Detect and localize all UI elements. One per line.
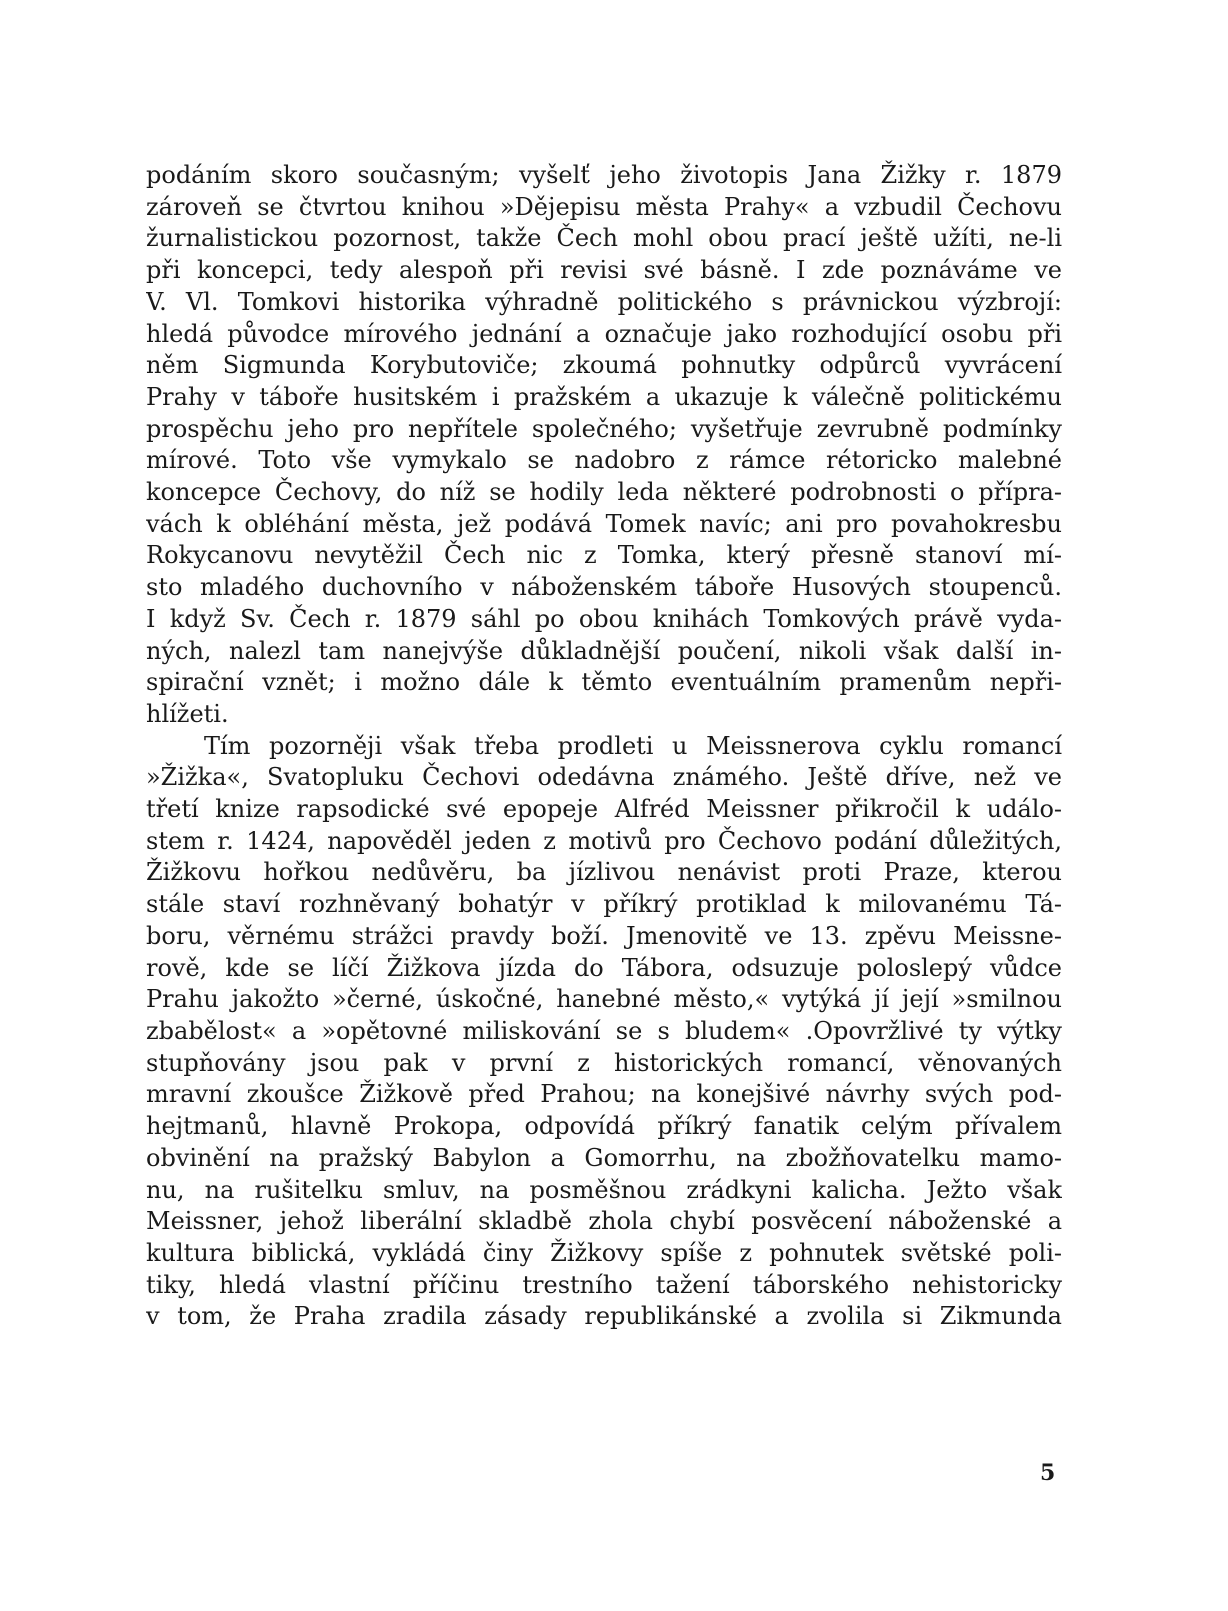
text-line: hlížeti. [146, 699, 229, 728]
text-line: obvinění na pražský Babylon a Gomorrhu, na zbožňovatelku mamo- [146, 1143, 1062, 1172]
text-line: mírové. Toto vše vymykalo se nadobro z rámce rétoricko malebné [146, 446, 1062, 475]
text-line: hledá původce mírového jednání a označuje jako rozhodující osobu při [146, 319, 1062, 348]
text-line: koncepce Čechovy, do níž se hodily leda některé podrobnosti o přípra- [146, 478, 1062, 507]
text-line: I když Sv. Čech r. 1879 sáhl po obou knihách Tomkových právě vyda- [146, 604, 1062, 633]
text-line: při koncepci, tedy alespoň při revisi své básně. I zde poznáváme ve [146, 256, 1062, 285]
text-line: žurnalistickou pozornost, takže Čech mohl obou prací ještě užíti, ne-li [146, 224, 1062, 253]
text-line: rově, kde se líčí Žižkova jízda do Tábora, odsuzuje poloslepý vůdce [146, 953, 1062, 982]
text-line: mravní zkoušce Žižkově před Prahou; na konejšivé návrhy svých pod- [146, 1080, 1062, 1109]
text-line: stupňovány jsou pak v první z historických romancí, věnovaných [146, 1048, 1062, 1077]
text-line: vách k obléhání města, jež podává Tomek navíc; ani pro povahokresbu [146, 509, 1062, 538]
text-line: »Žižka«, Svatopluku Čechovi odedávna známého. Ještě dříve, než ve [146, 763, 1062, 792]
text-line: něm Sigmunda Korybutoviče; zkoumá pohnutky odpůrců vyvrácení [146, 351, 1062, 380]
text-line: V. Vl. Tomkovi historika výhradně politického s právnickou výzbrojí: [146, 287, 1062, 316]
text-line: ných, nalezl tam nanejvýše důkladnější poučení, nikoli však další in- [146, 636, 1062, 665]
text-line: sto mladého duchovního v náboženském táboře Husových stoupenců. [146, 573, 1062, 602]
body-text [146, 160, 1062, 1333]
text-line: Prahu jakožto »černé, úskočné, hanebné město,« vytýká jí její »smilnou [146, 985, 1062, 1014]
text-line: stem r. 1424, napověděl jeden z motivů pro Čechovo podání důležitých, [146, 826, 1062, 855]
paragraph [146, 731, 1062, 1333]
text-line: spirační vznět; i možno dále k těmto eventuálním pramenům nepři- [146, 668, 1062, 697]
text-line: tiky, hledá vlastní příčinu trestního tažení táborského nehistoricky [146, 1270, 1062, 1299]
text-line: Meissner, jehož liberální skladbě zhola chybí posvěcení náboženské a [146, 1207, 1062, 1236]
text-line: Rokycanovu nevytěžil Čech nic z Tomka, který přesně stanoví mí- [146, 541, 1062, 570]
text-line: Prahy v táboře husitském i pražském a ukazuje k válečně politickému [146, 382, 1062, 411]
page-number: 5 [1040, 1460, 1056, 1486]
text-line: Tím pozorněji však třeba prodleti u Meissnerova cyklu romancí [204, 731, 1062, 760]
text-line: zbabělost« a »opětovné miliskování se s bludem« .Opovržlivé ty výtky [146, 1016, 1062, 1045]
paragraph [146, 160, 1062, 731]
text-line: stále staví rozhněvaný bohatýr v příkrý protiklad k milovanému Tá- [146, 890, 1062, 919]
text-line: nu, na rušitelku smluv, na posměšnou zrádkyni kalicha. Ježto však [146, 1175, 1062, 1204]
text-line: třetí knize rapsodické své epopeje Alfréd Meissner přikročil k událo- [146, 795, 1062, 824]
text-line: boru, věrnému strážci pravdy boží. Jmenovitě ve 13. zpěvu Meissne- [146, 921, 1062, 950]
text-line: kultura biblická, vykládá činy Žižkovy spíše z pohnutek světské poli- [146, 1238, 1062, 1267]
text-line: prospěchu jeho pro nepřítele společného; vyšetřuje zevrubně podmínky [146, 414, 1062, 443]
text-line: Žižkovu hořkou nedůvěru, ba jízlivou nenávist proti Praze, kterou [146, 858, 1062, 887]
text-line: podáním skoro současným; vyšelť jeho životopis Jana Žižky r. 1879 [146, 161, 1062, 189]
text-line: zároveň se čtvrtou knihou »Dějepisu města Prahy« a vzbudil Čechovu [146, 192, 1062, 221]
text-line: v tom, že Praha zradila zásady republikánské a zvolila si Zikmunda [146, 1302, 1062, 1331]
text-line: hejtmanů, hlavně Prokopa, odpovídá příkrý fanatik celým přívalem [146, 1112, 1062, 1141]
